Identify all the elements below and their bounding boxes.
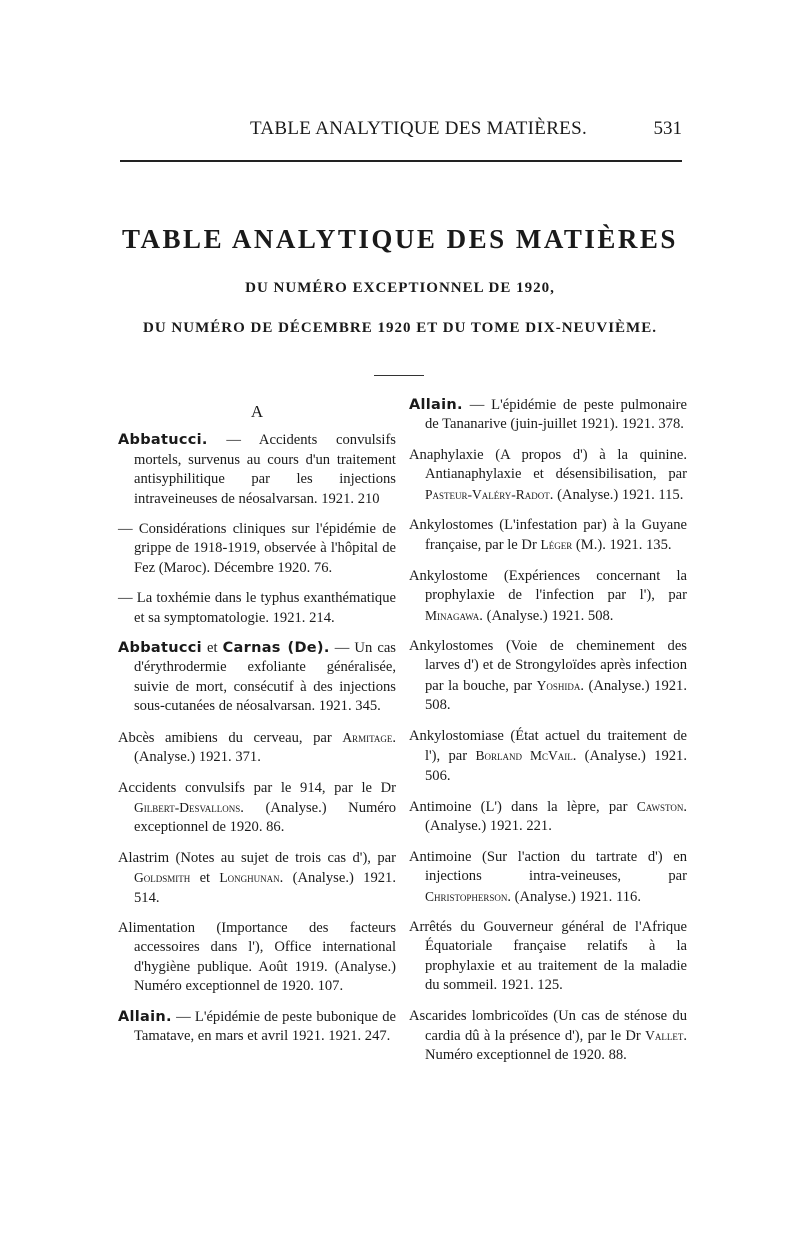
entry-text: (M.). 1921. 135. <box>572 537 672 554</box>
index-entry <box>409 637 687 716</box>
index-entry <box>118 849 396 908</box>
entry-text: . (Analyse.) 1921. 506. <box>425 748 687 784</box>
entry-text: . (Analyse.) 1921. 514. <box>134 870 396 906</box>
entry-author-smallcaps: Borland McVail <box>475 748 573 764</box>
index-entry <box>118 919 396 997</box>
entry-text: Ascarides lombricoïdes (Un cas de sténose du cardia dû à la présence d'), par le Dr <box>409 1007 687 1044</box>
subtitle-2: DU NUMÉRO DE DÉCEMBRE 1920 ET DU TOME DIX-NEUVIÈME. <box>143 320 657 336</box>
page-number: 531 <box>653 118 682 139</box>
index-entry <box>409 396 687 435</box>
entry-text: . (Analyse.) 1921. 115. <box>549 486 684 503</box>
index-entry <box>118 779 396 838</box>
entry-text: . (Analyse.) 1921. 116. <box>507 888 641 905</box>
entry-text: Ankylostome (Expériences concernant la prophylaxie de l'infection par l'), par <box>409 567 687 604</box>
entry-author-smallcaps: Minagawa <box>425 607 480 623</box>
index-entry <box>118 639 396 717</box>
header-rule <box>120 160 682 162</box>
entry-author-smallcaps: Longhunan <box>219 870 280 886</box>
entry-text: — Accidents convulsifs mortels, survenus au cours d'un traitement antisyphilitique par les injections intraveineuses de néosalvarsan. 1921. 210 <box>134 432 396 507</box>
section-letter: A <box>250 402 264 421</box>
entry-author: Allain. <box>409 397 463 413</box>
entry-text: Ankylostomes (L'infestation par) à la Guyane française, par le Dr <box>409 517 687 554</box>
entry-author-smallcaps: Armitage <box>342 729 393 745</box>
index-entry <box>118 589 396 628</box>
entry-text: . (Analyse.) Numéro exceptionnel de 1920. 86. <box>134 799 396 836</box>
running-head-title: TABLE ANALYTIQUE DES MATIÈRES. <box>250 118 588 139</box>
entry-author-smallcaps: Goldsmith <box>134 870 191 886</box>
entry-text: . (Analyse.) 1921. 508. <box>479 607 614 624</box>
index-entry <box>409 918 687 996</box>
entry-text: . (Analyse.) 1921. 221. <box>425 798 687 835</box>
subtitle-1: DU NUMÉRO EXCEPTIONNEL DE 1920, <box>245 280 555 296</box>
entry-author: Carnas (De). <box>222 640 330 657</box>
title-divider <box>374 375 424 376</box>
entry-text: Antimoine (L') dans la lèpre, par <box>409 798 637 815</box>
index-entry <box>409 797 687 837</box>
entry-text: Accidents convulsifs par le 914, par le Dr <box>118 779 396 796</box>
entry-text: et <box>190 870 220 887</box>
index-entry <box>118 431 396 509</box>
index-entry <box>409 446 687 505</box>
index-entry <box>409 567 687 626</box>
entry-text: — Un cas d'érythrodermie exfoliante généralisée, suivie de mort, consécutif à des injections sous-cutanées de néosalvarsan. 1921. 345. <box>134 640 396 715</box>
entry-text: Antimoine (Sur l'action du tartrate d') en injections intra-veineuses, par <box>409 848 687 885</box>
entry-author: Abbatucci <box>118 640 202 657</box>
entry-text: Ankylostomes (Voie de cheminement des larves d') et de Strongyloïdes après infection par la bouche, par <box>409 638 687 694</box>
entry-text: — Considérations cliniques sur l'épidémie de grippe de 1918-1919, observée à l'hôpital de Fez (Maroc). Décembre 1920. 76. <box>118 521 396 576</box>
index-entry <box>409 848 687 907</box>
entry-text: — L'épidémie de peste bubonique de Tamatave, en mars et avril 1921. 1921. 247. <box>134 1008 396 1044</box>
entry-text: Alimentation (Importance des facteurs accessoires dans l'), Office international d'hygiène publique. Août 1919. (Analyse.) Numéro exceptionnel de 1920. 107. <box>118 919 396 995</box>
index-entry <box>409 727 687 786</box>
entry-text: Anaphylaxie (A propos d') à la quinine. Antianaphylaxie et désensibilisation, par <box>409 446 687 483</box>
index-entry <box>118 1008 396 1047</box>
entry-author-smallcaps: Gilbert-Desvallons <box>134 799 241 815</box>
entry-author-smallcaps: Pasteur-Valéry-Radot <box>425 486 550 502</box>
entry-text: Arrêtés du Gouverneur général de l'Afrique Équatoriale française relatifs à la prophylaxie et au traitement de la maladie du sommeil. 1921. 125. <box>409 918 687 994</box>
entry-text: . (Analyse.) 1921. 508. <box>425 677 687 714</box>
index-entry <box>409 516 687 556</box>
entry-text: . Numéro exceptionnel de 1920. 88. <box>425 1027 687 1064</box>
index-entry <box>118 728 396 768</box>
entry-text: — L'épidémie de peste pulmonaire de Tananarive (juin-juillet 1921). 1921. 378. <box>425 397 687 433</box>
page-title: TABLE ANALYTIQUE DES MATIÈRES <box>122 224 678 254</box>
entry-text: Ankylostomiase (État actuel du traitement de l'), par <box>409 727 687 765</box>
entry-author-smallcaps: Christopherson <box>425 888 508 904</box>
left-column <box>118 396 396 1057</box>
entry-text: Alastrim (Notes au sujet de trois cas d'), par <box>118 849 396 866</box>
entry-author-smallcaps: Cawston <box>636 798 684 814</box>
entry-author-smallcaps: Yoshida <box>536 677 581 693</box>
index-entry <box>409 1007 687 1066</box>
entry-text: Abcès amibiens du cerveau, par <box>118 729 343 746</box>
entry-text: — La toxhémie dans le typhus exanthématique et sa symptomatologie. 1921. 214. <box>118 590 396 626</box>
entry-author: Allain. <box>118 1008 172 1025</box>
entry-text: . (Analyse.) 1921. 371. <box>134 729 396 766</box>
index-entry <box>118 520 396 578</box>
entry-author-smallcaps: Vallet <box>645 1027 684 1043</box>
running-head <box>120 118 682 148</box>
entry-text: et <box>201 640 223 657</box>
entry-author: Abbatucci. <box>118 432 208 449</box>
right-column <box>409 396 687 1077</box>
entry-author-smallcaps: Léger <box>540 537 573 553</box>
